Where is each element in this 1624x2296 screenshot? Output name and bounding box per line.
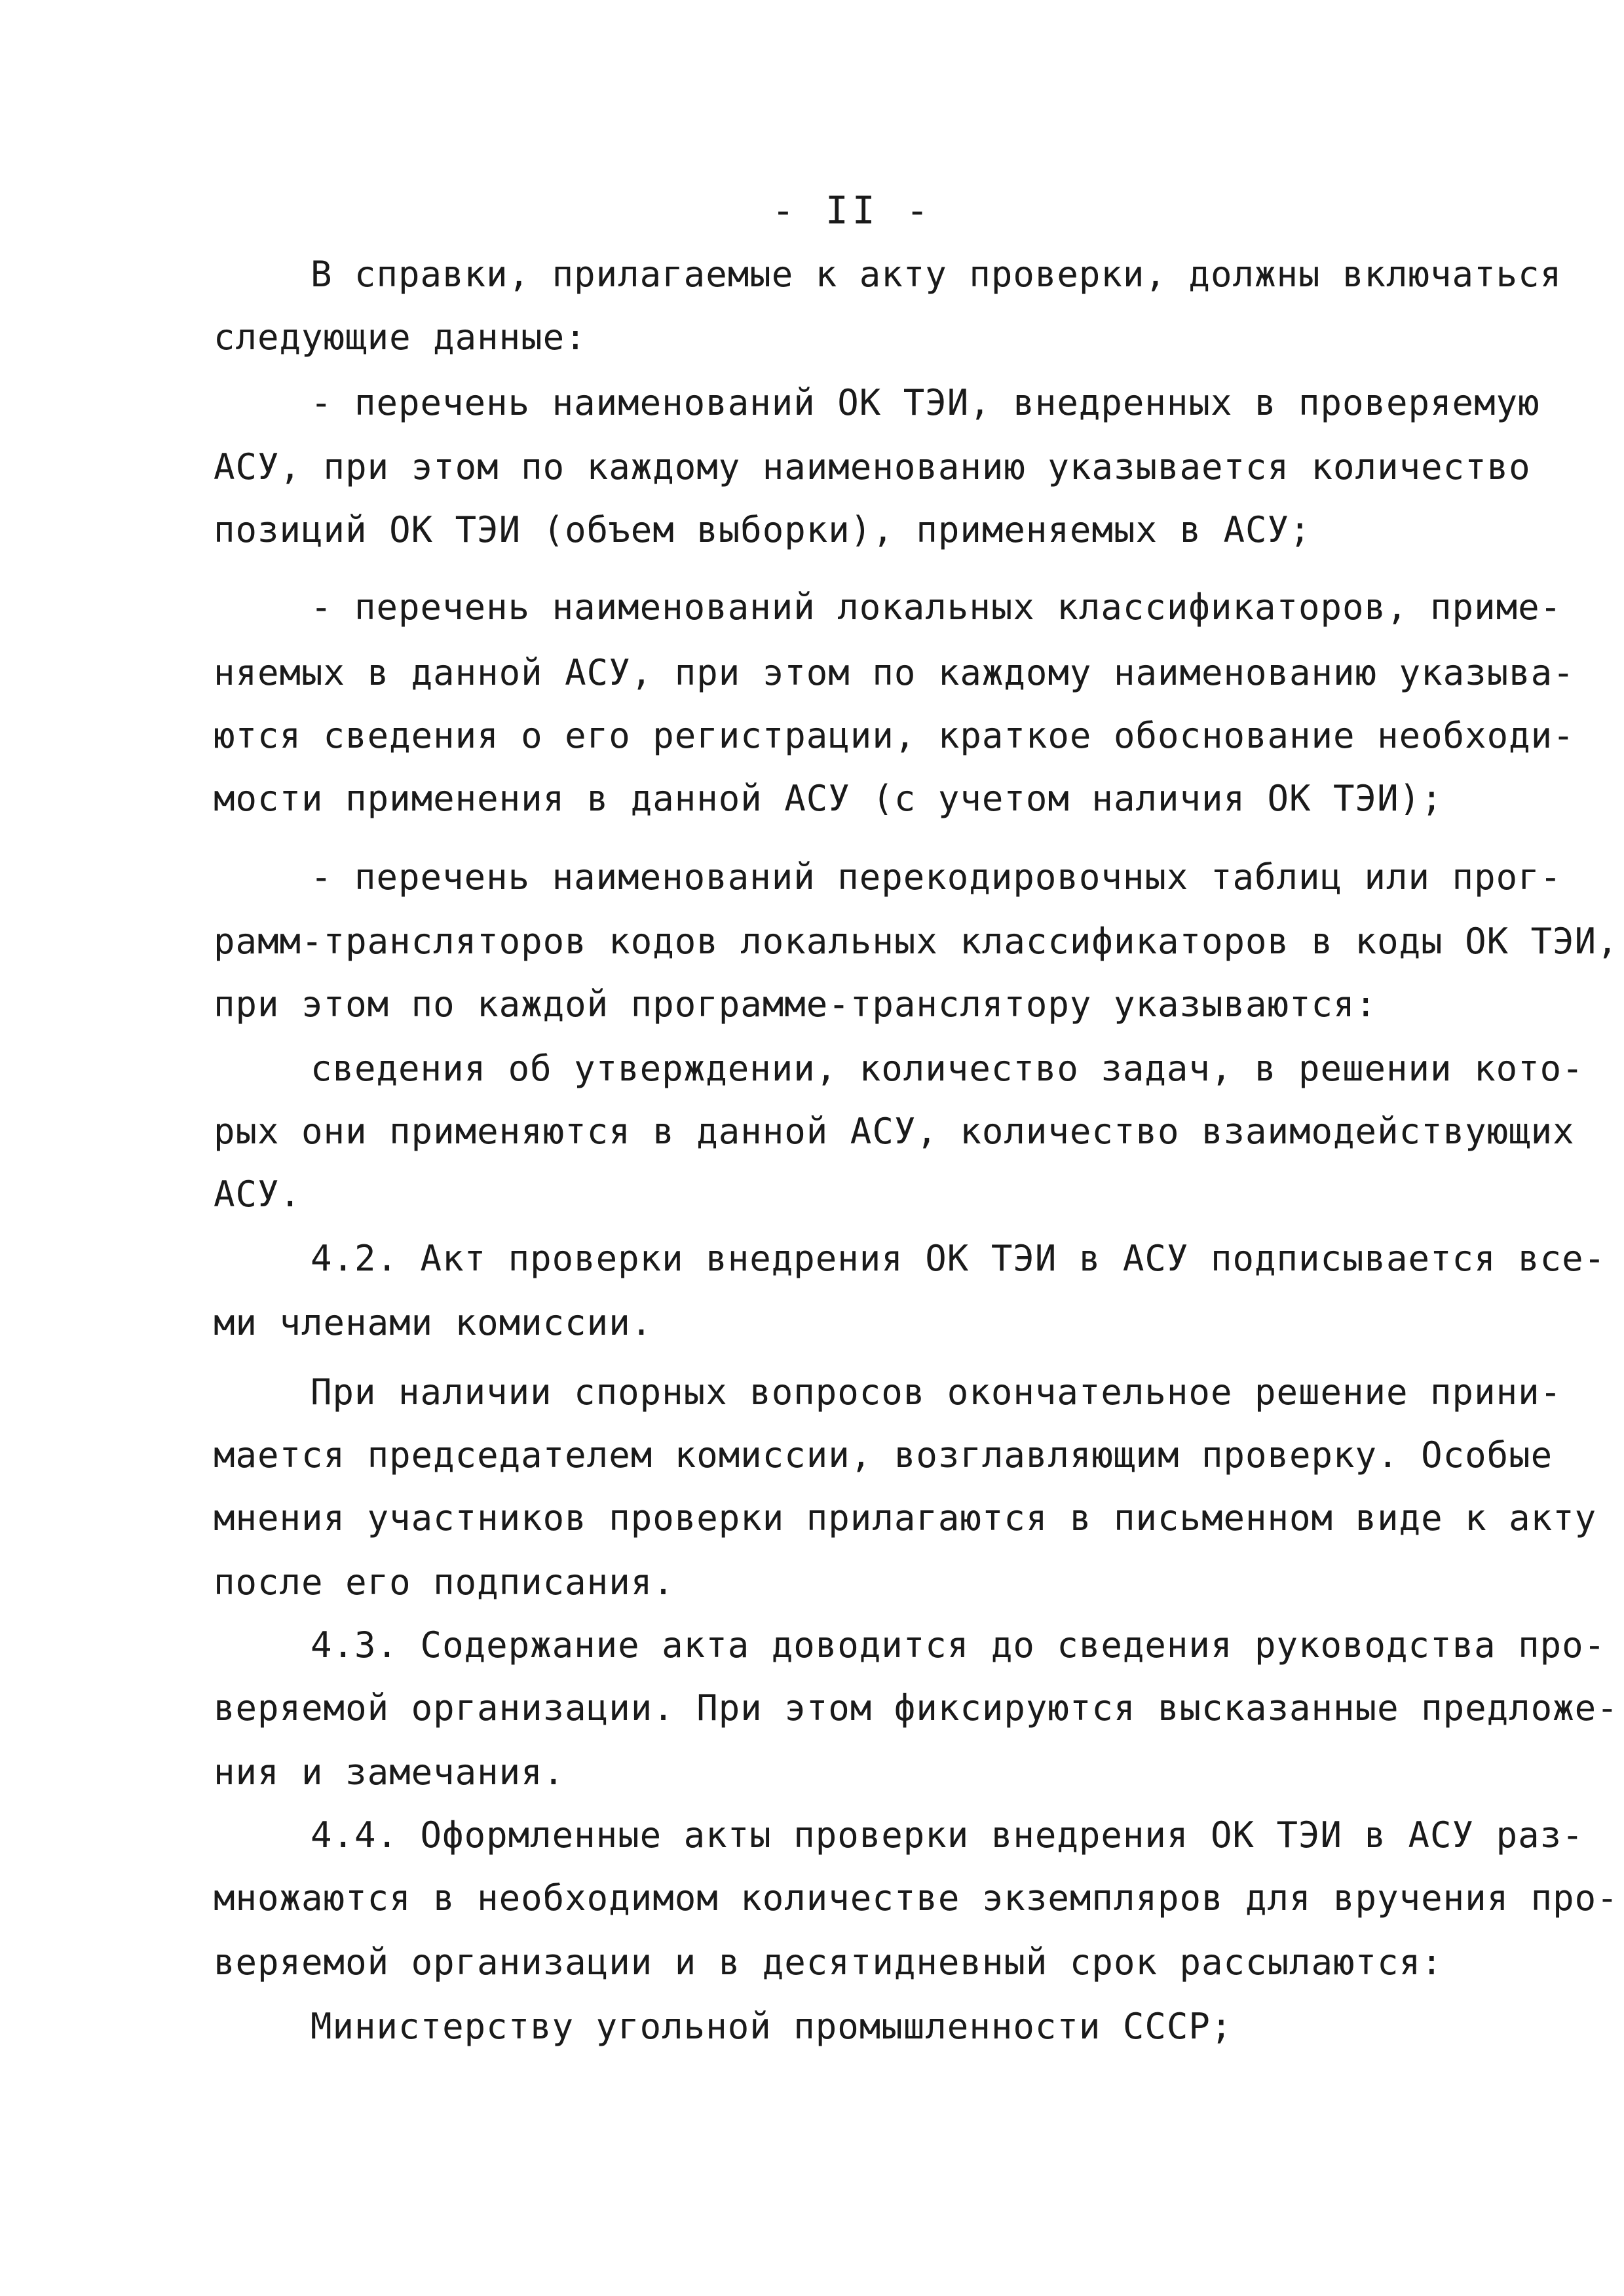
text-line: - перечень наименований локальных классификаторов, приме- [311, 586, 1562, 628]
text-line: при этом по каждой программе-транслятору указываются: [214, 984, 1378, 1025]
page-number: - II - [772, 188, 933, 233]
text-line: 4.4. Оформленные акты проверки внедрения ОК ТЭИ в АСУ раз- [311, 1814, 1584, 1856]
text-line: мается председателем комиссии, возглавляющим проверку. Особые [214, 1434, 1553, 1476]
text-line: сведения об утверждении, количество задач, в решении кото- [311, 1048, 1584, 1089]
text-line: - перечень наименований ОК ТЭИ, внедренных в проверяемую [311, 382, 1540, 423]
text-line: рамм-трансляторов кодов локальных классификаторов в коды ОК ТЭИ, [214, 921, 1619, 962]
text-line: ния и замечания. [214, 1751, 565, 1793]
text-line: позиций ОК ТЭИ (объем выборки), применяемых в АСУ; [214, 509, 1312, 550]
text-line: няемых в данной АСУ, при этом по каждому наименованию указыва- [214, 652, 1575, 693]
text-line: ются сведения о его регистрации, краткое обоснование необходи- [214, 715, 1575, 756]
text-line: 4.2. Акт проверки внедрения ОК ТЭИ в АСУ подписывается все- [311, 1238, 1606, 1279]
text-line: - перечень наименований перекодировочных таблиц или прог- [311, 856, 1562, 898]
text-line: веряемой организации и в десятидневный срок рассылаются: [214, 1942, 1443, 1983]
text-line: 4.3. Содержание акта доводится до сведения руководства про- [311, 1624, 1606, 1666]
text-line: следующие данные: [214, 316, 587, 358]
text-line: мнения участников проверки прилагаются в письменном виде к акту [214, 1497, 1597, 1539]
text-line: АСУ. [214, 1174, 302, 1215]
text-line: При наличии спорных вопросов окончательное решение прини- [311, 1371, 1562, 1413]
text-line: АСУ, при этом по каждому наименованию указывается количество [214, 446, 1531, 488]
text-line: множаются в необходимом количестве экземпляров для вручения про- [214, 1877, 1619, 1919]
text-line: ми членами комиссии. [214, 1302, 653, 1343]
text-line: Министерству угольной промышленности СССР; [311, 2006, 1233, 2047]
text-line: В справки, прилагаемые к акту проверки, должны включаться [311, 254, 1562, 295]
text-line: рых они применяются в данной АСУ, количество взаимодействующих [214, 1111, 1575, 1152]
text-line: веряемой организации. При этом фиксируются высказанные предложе- [214, 1687, 1619, 1729]
text-line: мости применения в данной АСУ (с учетом наличия ОК ТЭИ); [214, 778, 1443, 819]
text-line: после его подписания. [214, 1561, 675, 1603]
